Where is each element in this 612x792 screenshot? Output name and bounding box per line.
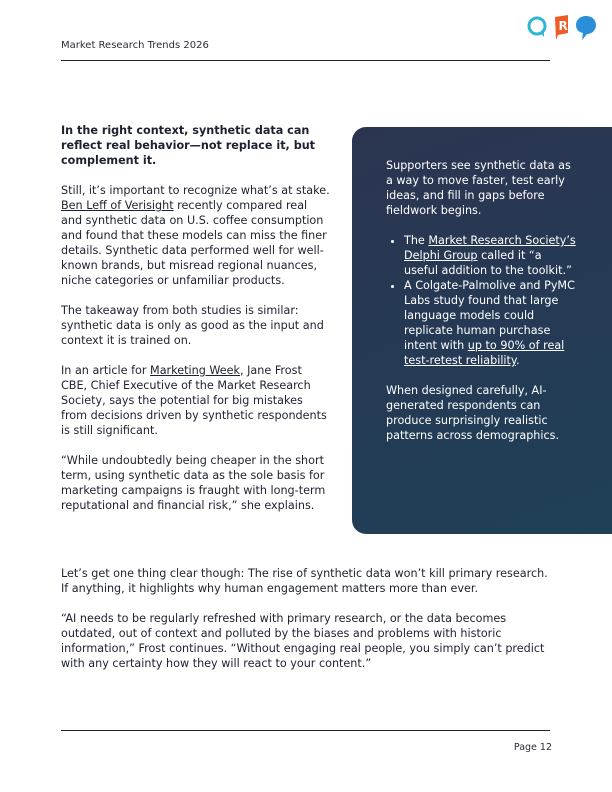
- paragraph: [61, 363, 331, 438]
- callout-intro: Supporters see synthetic data as a way to move faster, test early ideas, and fill in gaps before fieldwork begins.: [386, 159, 571, 217]
- header-divider: [61, 60, 550, 61]
- link-test-retest[interactable]: up to 90% of real test-retest reliability: [404, 339, 565, 367]
- left-column: [61, 123, 331, 528]
- text-span: Still, it’s important to recognize what’s at stake.: [61, 184, 330, 197]
- r-flag-icon: [555, 15, 568, 40]
- text-span: , Jane Frost CBE, Chief Executive of the Market Research Society, says the potential for big mistakes from decisions driven by synthetic respondents is still significant.: [61, 364, 327, 437]
- quote-paragraph: “While undoubtedly being cheaper in the short term, using synthetic data as the sole basis for marketing campaigns is fraught with long-term reputational and financial risk,” she explains.: [61, 454, 326, 512]
- text-span: recently compared real and synthetic data on U.S. coffee consumption and found that these models can miss the finer details. Synthetic data performed well for well-known brands, but misread regional nuances, niche categories or unfamiliar products.: [61, 199, 327, 287]
- link-ben-leff[interactable]: Ben Leff of Verisight: [61, 199, 174, 212]
- link-delphi-group[interactable]: Market Research Society’s Delphi Group: [404, 234, 576, 262]
- callout-closing: When designed carefully, AI-generated respondents can produce surprisingly realistic patterns across demographics.: [386, 384, 560, 442]
- paragraph: “AI needs to be regularly refreshed with primary research, or the data becomes outdated, out of context and polluted by the biases and problems with historic information,” Frost continues. “Without engaging real people, you simply can’t predict with any certainty how they will react to your content.”: [61, 612, 545, 670]
- list-item: [404, 278, 578, 368]
- text-span: In an article for: [61, 364, 151, 377]
- callout-list: [386, 233, 578, 368]
- paragraph: [61, 183, 331, 288]
- header-title: Market Research Trends 2026: [61, 40, 209, 51]
- svg-text:R: R: [558, 19, 568, 33]
- paragraph: Let’s get one thing clear though: The rise of synthetic data won’t kill primary research. If anything, it highlights why human engagement matters more than ever.: [61, 567, 548, 595]
- brand-logos: [527, 13, 599, 41]
- text-span: .: [515, 354, 520, 367]
- lead-paragraph: In the right context, synthetic data can reflect real behavior—not replace it, but complement it.: [61, 124, 316, 167]
- speech-bubble-icon: [576, 16, 596, 40]
- text-span: A Colgate-Palmolive and PyMC Labs study found that large language models could replicate human purchase intent with: [404, 279, 575, 352]
- paragraph: The takeaway from both studies is similar: synthetic data is only as good as the input and context it is trained on.: [61, 304, 324, 347]
- list-item: [404, 233, 578, 278]
- body-text: [61, 566, 553, 686]
- page-number: Page 12: [513, 742, 552, 753]
- link-marketing-week[interactable]: Marketing Week: [150, 364, 241, 377]
- text-span: called it “a useful addition to the toolkit.”: [404, 249, 572, 277]
- callout-box: [352, 127, 612, 534]
- chat-bubble-icon: [529, 18, 545, 37]
- text-span: The: [404, 234, 429, 247]
- footer-divider: [61, 730, 550, 731]
